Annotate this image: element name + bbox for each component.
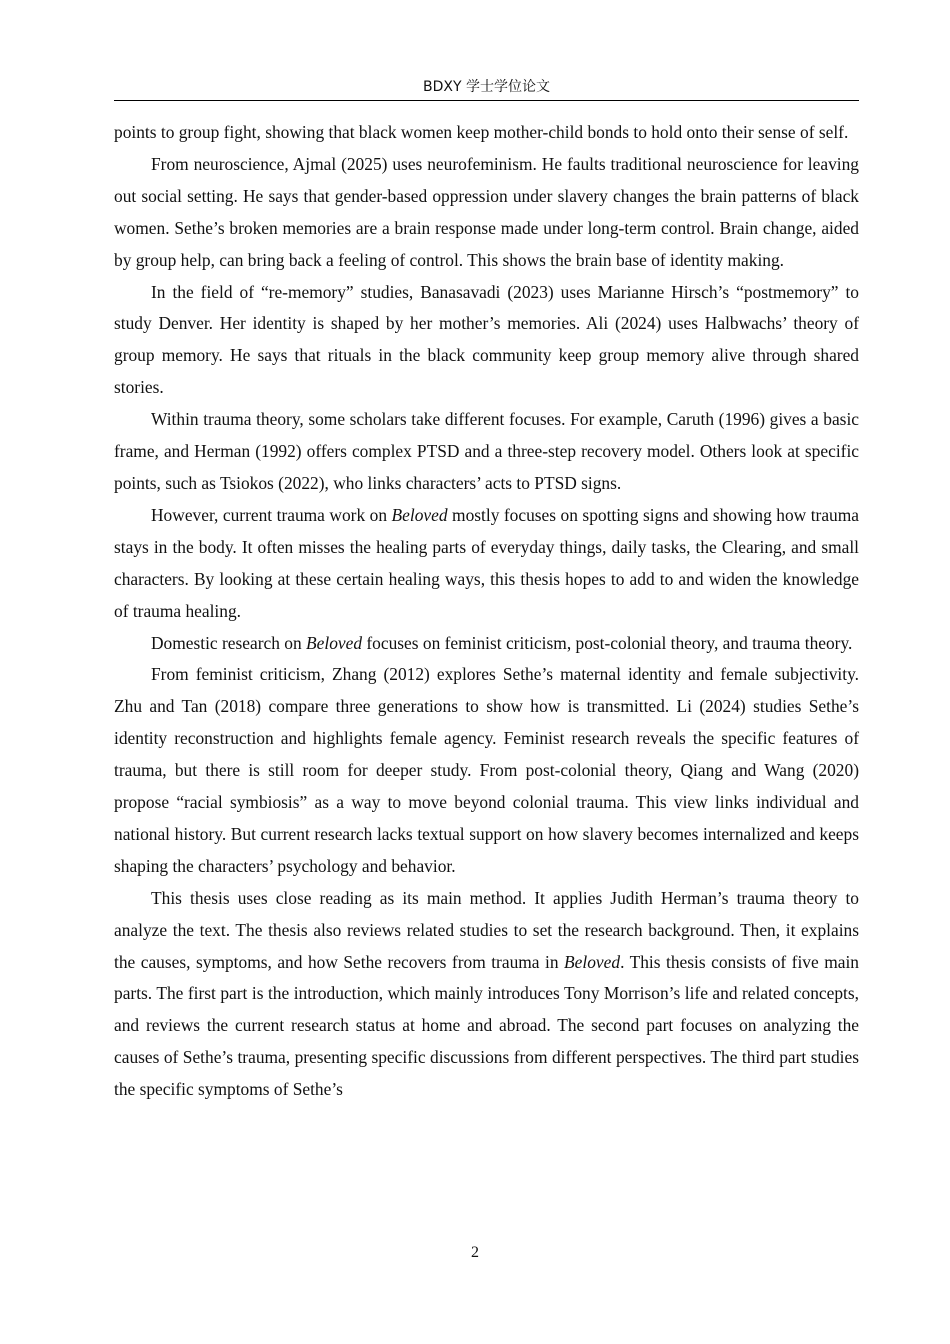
book-title-italic: Beloved bbox=[306, 632, 363, 653]
paragraph-feminist-criticism: From feminist criticism, Zhang (2012) explores Sethe’s maternal identity and female subjectivity. Zhu and Tan (2018) compare three generations to show how is transmitted. Li (2024) studies Sethe’s identity reconstruction and highlights female agency. Feminist research reveals the specific features of trauma, but there is still room for deeper study. From post-colonial theory, Qiang and Wang (2020) propose “racial symbiosis” as a way to move beyond colonial trauma. This view links individual and national history. But current research lacks textual support on how slavery becomes internalized and keeps shaping the characters’ psychology and behavior. bbox=[114, 664, 859, 876]
page-number: 2 bbox=[471, 1244, 479, 1261]
paragraph-thesis-method bbox=[114, 883, 859, 1106]
paragraph-continuation: points to group fight, showing that black women keep mother-child bonds to hold onto their sense of self. bbox=[114, 122, 849, 142]
paragraph-text-after: focuses on feminist criticism, post-colonial theory, and trauma theory. bbox=[362, 632, 853, 653]
paragraph-text-after: . This thesis consists of five main parts. The first part is the introduction, which mainly introduces Tony Morrison’s life and related concepts, and reviews the current research status at home and abroad. The second part focuses on analyzing the causes of Sethe’s trauma, presenting specific discussions from different perspectives. The third part studies the specific symptoms of Sethe’s bbox=[114, 951, 859, 1100]
paragraph-text-before: Domestic research on bbox=[151, 632, 307, 653]
book-title-italic: Beloved bbox=[391, 504, 448, 525]
paragraph-text-after: mostly focuses on spotting signs and showing how trauma stays in the body. It often misses the healing parts of everyday things, daily tasks, the Clearing, and small characters. By looking at these certain healing ways, this thesis hopes to add to and widen the knowledge of trauma healing. bbox=[114, 504, 859, 621]
paragraph-text-before: This thesis uses close reading as its main method. It applies Judith Herman’s trauma theory to analyze the text. The thesis also reviews related studies to set the research background. Then, it explains the causes, symptoms, and how Sethe recovers from trauma in bbox=[114, 887, 859, 972]
paragraph-current-trauma-work bbox=[114, 500, 859, 628]
paragraph-domestic-research bbox=[114, 628, 859, 660]
body-text bbox=[114, 117, 859, 1106]
paragraph-trauma-theory: Within trauma theory, some scholars take different focuses. For example, Caruth (1996) gives a basic frame, and Herman (1992) offers complex PTSD and a three-step recovery model. Others look at specific points, such as Tsiokos (2022), who links characters’ acts to PTSD signs. bbox=[114, 409, 859, 493]
book-title-italic: Beloved bbox=[564, 951, 621, 972]
page-header: BDXY 学士学位论文 bbox=[423, 79, 550, 95]
header-rule bbox=[114, 100, 859, 101]
paragraph-re-memory: In the field of “re-memory” studies, Banasavadi (2023) uses Marianne Hirsch’s “postmemory” to study Denver. Her identity is shaped by her mother’s memories. Ali (2024) uses Halbwachs’ theory of group memory. He says that rituals in the black community keep group memory alive through shared stories. bbox=[114, 281, 859, 398]
paragraph-neuroscience: From neuroscience, Ajmal (2025) uses neurofeminism. He faults traditional neuroscience for leaving out social setting. He says that gender-based oppression under slavery changes the brain patterns of black women. Sethe’s broken memories are a brain response made under long-term control. Brain change, aided by group help, can bring back a feeling of control. This shows the brain base of identity making. bbox=[114, 153, 859, 270]
paragraph-text-before: However, current trauma work on bbox=[151, 504, 392, 525]
